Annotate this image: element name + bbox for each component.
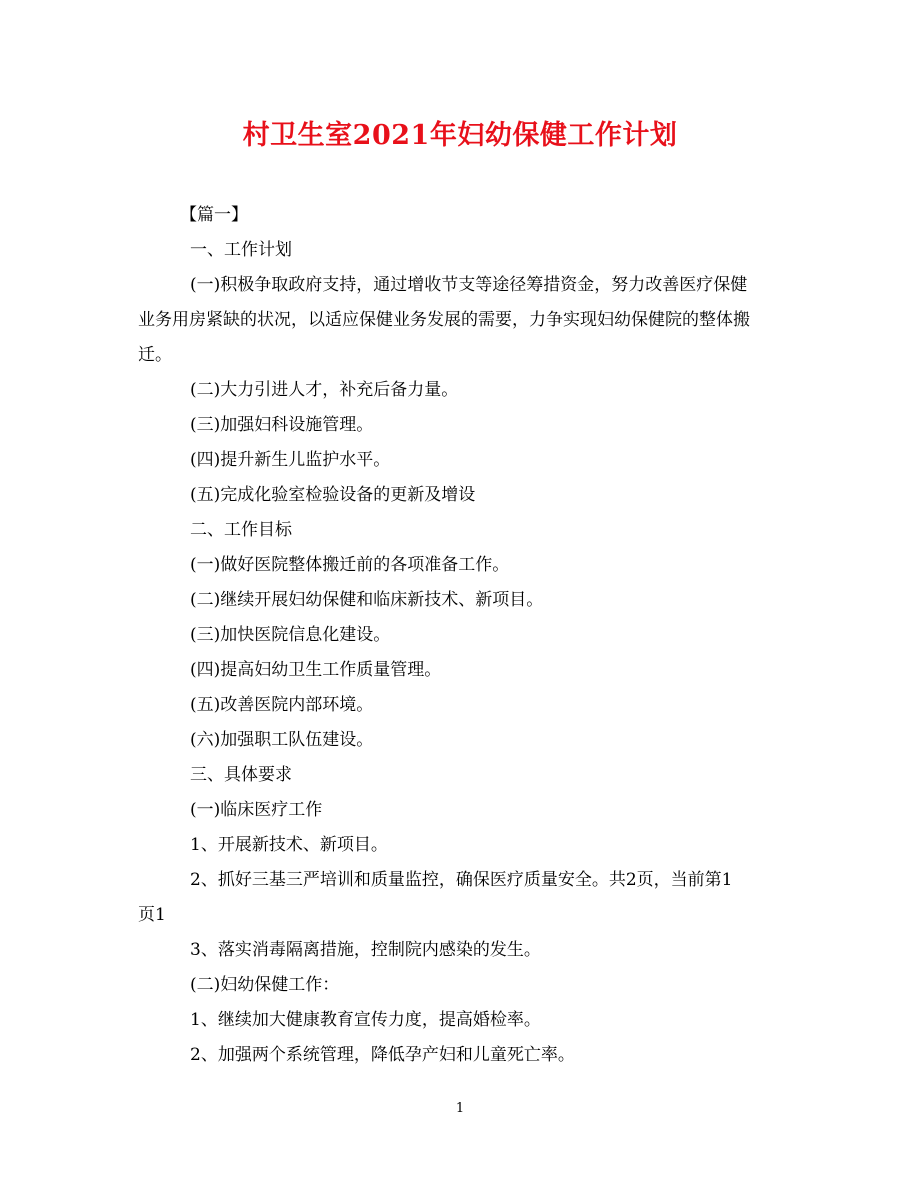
list-item: (三)加快医院信息化建设。 bbox=[190, 625, 391, 645]
list-item: (四)提升新生儿监护水平。 bbox=[190, 450, 391, 470]
list-item: (二)大力引进人才，补充后备力量。 bbox=[190, 380, 459, 400]
subheading: (二)妇幼保健工作： bbox=[190, 975, 340, 995]
list-item: (五)完成化验室检验设备的更新及增设 bbox=[190, 485, 476, 505]
list-item-continuation: 页1 bbox=[138, 905, 166, 925]
list-item: (二)继续开展妇幼保健和临床新技术、新项目。 bbox=[190, 590, 544, 610]
list-item: (三)加强妇科设施管理。 bbox=[190, 415, 374, 435]
list-item: (四)提高妇幼卫生工作质量管理。 bbox=[190, 660, 442, 680]
list-item: 2、抓好三基三严培训和质量监控，确保医疗质量安全。共2页，当前第1 bbox=[190, 870, 733, 890]
list-item: 3、落实消毒隔离措施，控制院内感染的发生。 bbox=[190, 940, 541, 960]
list-item: 1、开展新技术、新项目。 bbox=[190, 835, 388, 855]
section-marker: 【篇一】 bbox=[180, 205, 248, 225]
list-item: 1、继续加大健康教育宣传力度，提高婚检率。 bbox=[190, 1010, 541, 1030]
heading-specific-requirements: 三、具体要求 bbox=[190, 765, 292, 785]
heading-work-plan: 一、工作计划 bbox=[190, 240, 292, 260]
list-item: (六)加强职工队伍建设。 bbox=[190, 730, 374, 750]
paragraph-line: 迁。 bbox=[138, 345, 172, 365]
list-item: (五)改善医院内部环境。 bbox=[190, 695, 374, 715]
paragraph-line: (一)积极争取政府支持，通过增收节支等途径筹措资金，努力改善医疗保健 bbox=[190, 275, 748, 295]
heading-work-goals: 二、工作目标 bbox=[190, 520, 292, 540]
paragraph-line: 业务用房紧缺的状况，以适应保健业务发展的需要，力争实现妇幼保健院的整体搬 bbox=[138, 310, 750, 330]
subheading: (一)临床医疗工作 bbox=[190, 800, 323, 820]
list-item: (一)做好医院整体搬迁前的各项准备工作。 bbox=[190, 555, 510, 575]
document-title: 村卫生室2021年妇幼保健工作计划 bbox=[242, 120, 678, 151]
page-number: 1 bbox=[455, 1101, 465, 1116]
list-item: 2、加强两个系统管理，降低孕产妇和儿童死亡率。 bbox=[190, 1045, 575, 1065]
